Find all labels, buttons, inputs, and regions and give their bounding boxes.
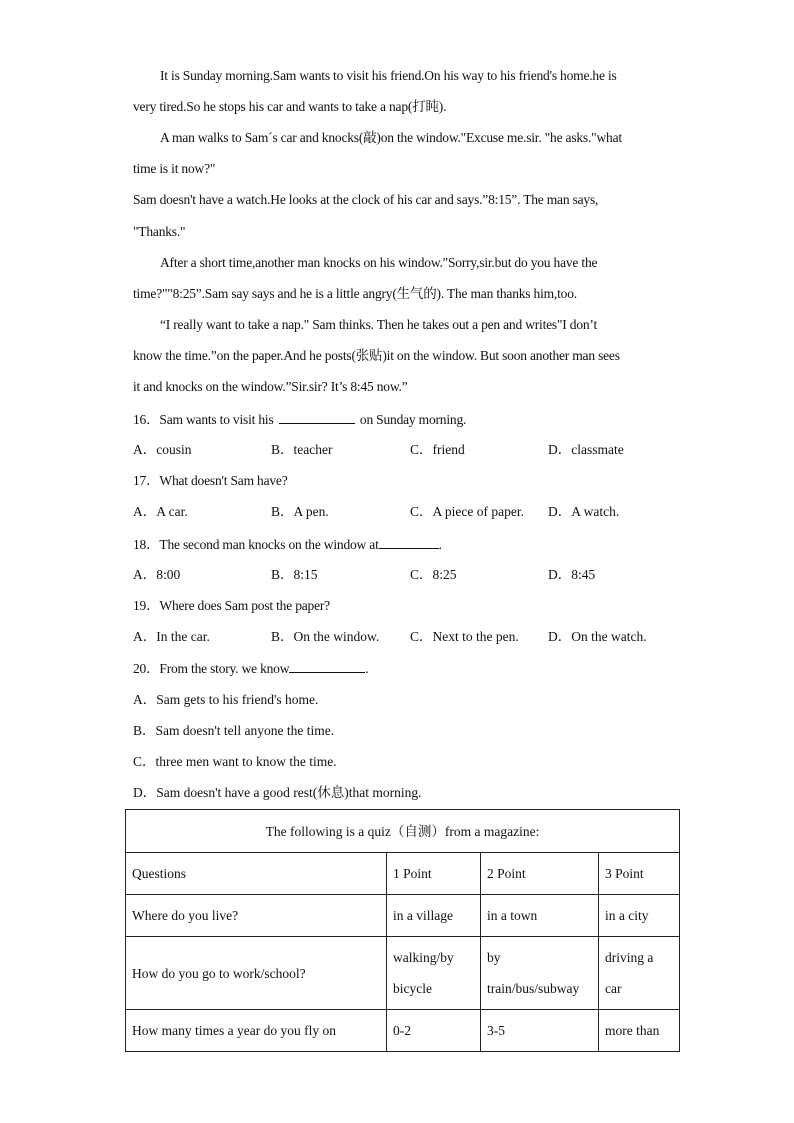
story-line: “I really want to take a nap." Sam thinks. Then he takes out a pen and writes"I don’t: [160, 317, 598, 332]
column-header: 3 Point: [599, 853, 680, 895]
option-c: C．friend: [410, 442, 465, 457]
table-cell: in a town: [481, 895, 599, 937]
story-line: Sam doesn't have a watch.He looks at the clock of his car and says.”8:15”. The man says,: [133, 192, 599, 207]
option-a: A．cousin: [133, 442, 192, 457]
option-c: C．three men want to know the time.: [133, 754, 337, 769]
question-16: [133, 409, 466, 430]
question-stem-end: .: [438, 537, 442, 552]
story-line: After a short time,another man knocks on his window."Sorry,sir.but do you have the: [160, 255, 598, 270]
option-a: A．In the car.: [133, 629, 210, 644]
story-line: it and knocks on the window.”Sir.sir? It’s 8:45 now.”: [133, 379, 408, 394]
table-cell: driving a car: [599, 937, 680, 1010]
option-d: D．classmate: [548, 442, 624, 457]
question-stem: 18．The second man knocks on the window at: [133, 537, 379, 552]
question-stem: 20．From the story. we know: [133, 661, 290, 676]
story-line: know the time.”on the paper.And he posts(张贴)it on the window. But soon another man sees: [133, 348, 620, 363]
table-row: [126, 895, 680, 937]
answer-blank: [289, 658, 365, 673]
table-title: The following is a quiz（自测）from a magazine:: [126, 810, 680, 853]
table-row: [126, 937, 680, 1010]
column-header: 2 Point: [481, 853, 599, 895]
option-c: C．A piece of paper.: [410, 504, 524, 519]
table-title-row: [126, 810, 680, 853]
table-cell: How do you go to work/school?: [126, 937, 387, 1010]
story-line: A man walks to Sam´s car and knocks(敲)on the window."Excuse me.sir. "he asks."what: [160, 130, 622, 145]
story-line: very tired.So he stops his car and wants to take a nap(打盹).: [133, 99, 447, 114]
table-cell: 0-2: [387, 1010, 481, 1052]
table-cell: 3-5: [481, 1010, 599, 1052]
option-a: A．A car.: [133, 504, 188, 519]
story-line: "Thanks.": [133, 224, 186, 239]
option-d: D．On the watch.: [548, 629, 647, 644]
table-cell: in a village: [387, 895, 481, 937]
question-17: [133, 471, 288, 491]
table-row: [126, 1010, 680, 1052]
question-stem-end: .: [365, 661, 369, 676]
table-cell: Where do you live?: [126, 895, 387, 937]
story-line: It is Sunday morning.Sam wants to visit his friend.On his way to his friend's home.he is: [160, 68, 617, 83]
question-stem: 19．Where does Sam post the paper?: [133, 598, 330, 613]
table-cell: How many times a year do you fly on: [126, 1010, 387, 1052]
option-d: D．A watch.: [548, 504, 620, 519]
option-b: B．Sam doesn't tell anyone the time.: [133, 723, 335, 738]
question-19: [133, 596, 330, 616]
table-cell: in a city: [599, 895, 680, 937]
answer-blank: [279, 409, 355, 424]
table-cell: more than: [599, 1010, 680, 1052]
question-stem-end: on Sunday morning.: [359, 412, 467, 427]
table-cell: walking/by bicycle: [387, 937, 481, 1010]
option-c: C．8:25: [410, 567, 457, 582]
story-line: time?""8:25”.Sam say says and he is a little angry(生气的). The man thanks him,too.: [133, 286, 577, 301]
question-18: [133, 534, 442, 555]
option-b: B．On the window.: [271, 629, 380, 644]
question-stem: 16．Sam wants to visit his: [133, 412, 274, 427]
story-line: time is it now?": [133, 161, 216, 176]
question-20: [133, 658, 368, 679]
table-header-row: [126, 853, 680, 895]
option-c: C．Next to the pen.: [410, 629, 519, 644]
answer-blank: [379, 534, 439, 549]
option-d: D．8:45: [548, 567, 596, 582]
column-header: 1 Point: [387, 853, 481, 895]
option-b: B．teacher: [271, 442, 333, 457]
option-a: A．Sam gets to his friend's home.: [133, 692, 319, 707]
table-cell: by train/bus/subway: [481, 937, 599, 1010]
quiz-table: [125, 809, 680, 1052]
question-stem: 17．What doesn't Sam have?: [133, 473, 288, 488]
column-header: Questions: [126, 853, 387, 895]
option-a: A．8:00: [133, 567, 181, 582]
option-d: D．Sam doesn't have a good rest(休息)that morning.: [133, 785, 422, 800]
option-b: B．8:15: [271, 567, 318, 582]
option-b: B．A pen.: [271, 504, 329, 519]
